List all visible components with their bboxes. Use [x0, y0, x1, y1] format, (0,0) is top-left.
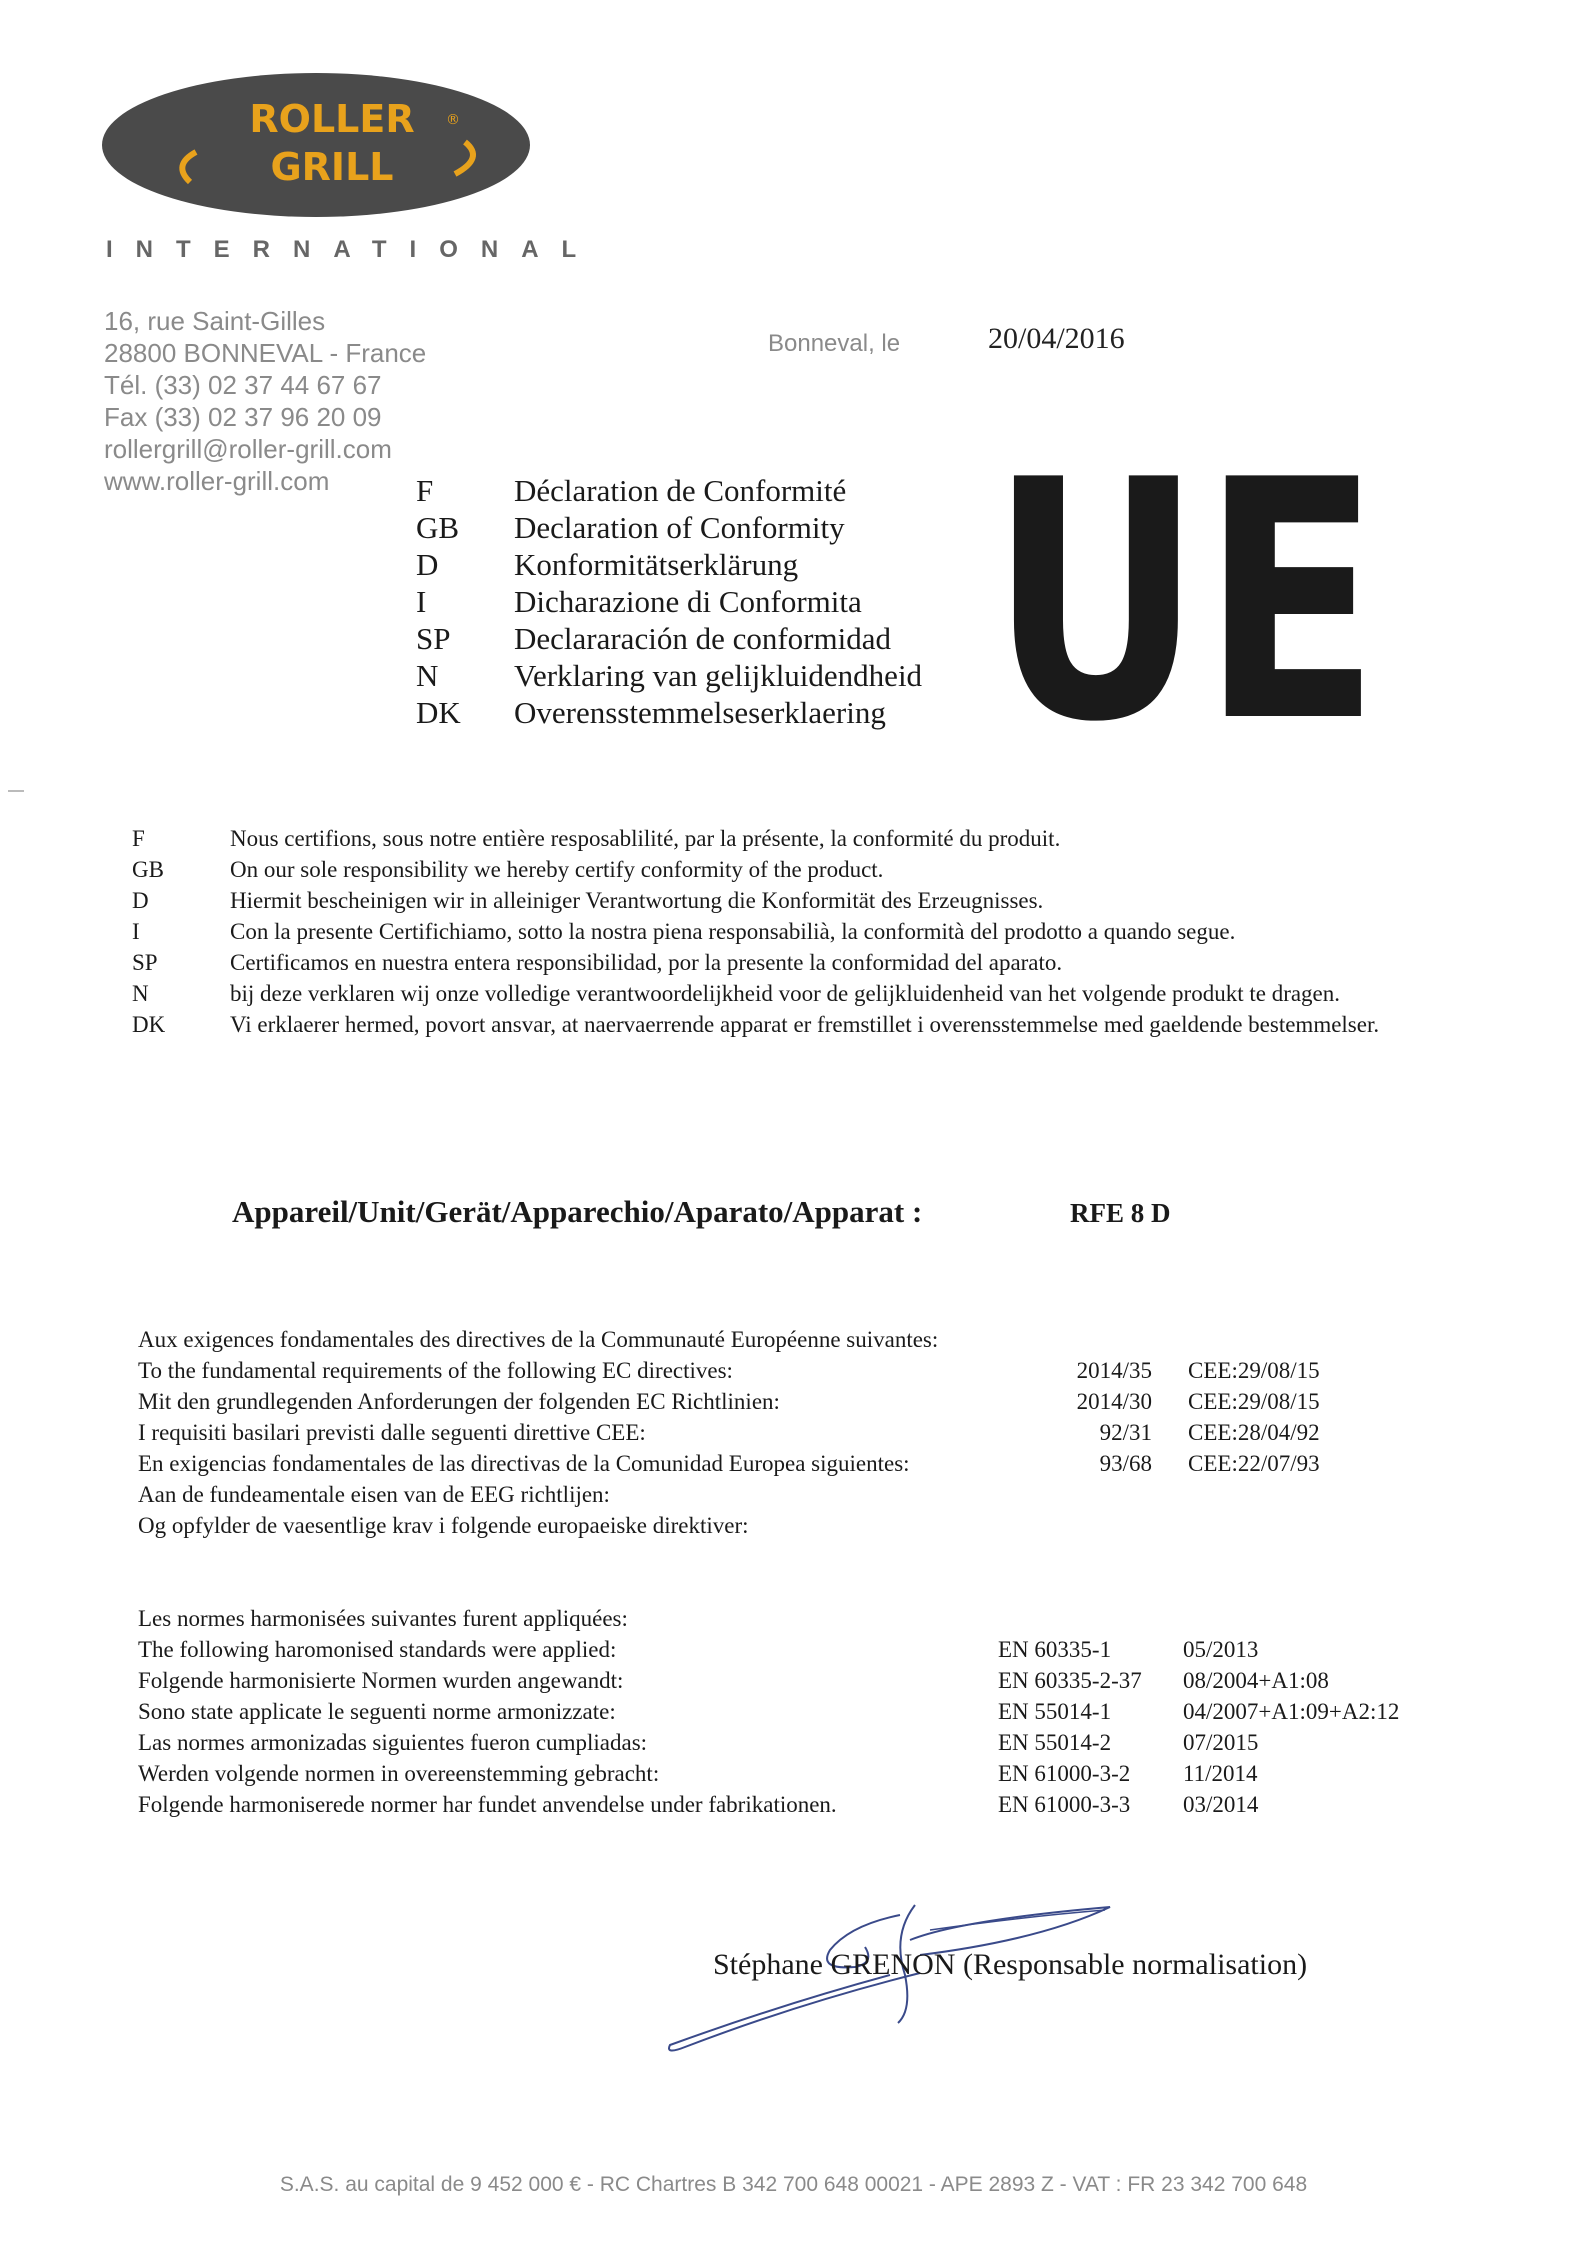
language-code: SP: [416, 621, 451, 656]
standard-text: Folgende harmoniserede normer har fundet anvendelse under fabrikationen.: [138, 1792, 837, 1817]
certification-statements: [132, 823, 1452, 1040]
directive-number: 92/31: [1099, 1420, 1152, 1445]
language-code: D: [416, 547, 439, 582]
logo-brand-top: ROLLER: [249, 97, 415, 141]
certification-text: Con la presente Certifichiamo, sotto la nostra piena responsabilià, la conformità del prodotto a quando segue.: [230, 919, 1236, 944]
certification-text: bij deze verklaren wij onze volledige verantwoordelijkheid voor de gelijkluidenheid van het volgende produkt te dragen.: [230, 981, 1341, 1006]
title-row: [416, 509, 922, 546]
standard-text: Folgende harmonisierte Normen wurden angewandt:: [138, 1668, 624, 1693]
standard-code: EN 55014-1: [998, 1699, 1112, 1724]
standard-text: The following haromonised standards were applied:: [138, 1637, 617, 1662]
title-row: [416, 694, 922, 731]
standard-code: EN 60335-1: [998, 1637, 1112, 1662]
ue-mark: [985, 410, 1385, 794]
standard-date: 08/2004+A1:08: [1183, 1668, 1329, 1693]
directive-date: CEE:29/08/15: [1188, 1358, 1320, 1383]
title-row: [416, 583, 922, 620]
standard-row: [138, 1727, 1259, 1758]
language-code: GB: [416, 510, 460, 545]
standard-text: Sono state applicate le seguenti norme armonizzate:: [138, 1699, 616, 1724]
certification-text: Certificamos en nuestra entera responsibilidad, por la presente la conformidad del aparato.: [230, 950, 1063, 975]
certification-text: Nous certifions, sous notre entière resposablilité, par la présente, la conformité du produit.: [230, 826, 1061, 851]
title-text: Overensstemmelseserklaering: [514, 695, 886, 730]
standard-code: EN 55014-2: [998, 1730, 1112, 1755]
certification-text: On our sole responsibility we hereby certify conformity of the product.: [230, 857, 884, 882]
standard-text: Werden volgende normen in overeenstemming gebracht:: [138, 1761, 660, 1786]
standard-date: 05/2013: [1183, 1637, 1259, 1662]
standard-date: 11/2014: [1183, 1761, 1258, 1786]
document-date: 20/04/2016: [988, 322, 1125, 355]
directive-row: [138, 1510, 938, 1541]
directive-text: Mit den grundlegenden Anforderungen der folgenden EC Richtlinien:: [138, 1389, 780, 1414]
certification-row: [132, 1009, 1452, 1040]
directive-text: Aux exigences fondamentales des directives de la Communauté Européenne suivantes:: [138, 1327, 939, 1352]
title-row: [416, 657, 922, 694]
standard-row: [138, 1665, 1329, 1696]
address-fax: Fax (33) 02 37 96 20 09: [104, 402, 382, 432]
directive-text: En exigencias fondamentales de las directivas de la Comunidad Europea siguientes:: [138, 1451, 910, 1476]
directive-date: CEE:29/08/15: [1188, 1389, 1320, 1414]
address-city: 28800 BONNEVAL - France: [104, 338, 427, 368]
language-code: GB: [132, 857, 164, 882]
directive-date: CEE:22/07/93: [1188, 1451, 1320, 1476]
standard-row: [138, 1789, 1259, 1820]
standard-date: 07/2015: [1183, 1730, 1259, 1755]
standards-section: [138, 1603, 1400, 1820]
title-row: [416, 472, 922, 509]
ue-mark-text: UE: [990, 410, 1380, 794]
logo-tagline: INTERNATIONAL: [106, 236, 600, 263]
certification-row: [132, 947, 1452, 978]
title-text: Verklaring van gelijkluidendheid: [514, 658, 923, 693]
directive-row: [138, 1417, 1320, 1448]
language-code: N: [416, 658, 439, 693]
standard-date: 04/2007+A1:09+A2:12: [1183, 1699, 1400, 1724]
certification-row: [132, 885, 1452, 916]
certification-row: [132, 916, 1452, 947]
standard-code: EN 60335-2-37: [998, 1668, 1142, 1693]
directive-text: I requisiti basilari previsti dalle seguenti direttive CEE:: [138, 1420, 646, 1445]
certification-row: [132, 823, 1452, 854]
directive-number: 2014/30: [1076, 1389, 1152, 1414]
directive-row: [138, 1448, 1320, 1479]
title-row: [416, 546, 922, 583]
language-code: D: [132, 888, 149, 913]
company-logo: [100, 70, 532, 220]
standard-date: 03/2014: [1183, 1792, 1259, 1817]
language-code: F: [416, 473, 434, 508]
title-text: Déclaration de Conformité: [514, 473, 847, 508]
directive-row: [138, 1386, 1320, 1417]
language-code: DK: [132, 1012, 166, 1037]
address-street: 16, rue Saint-Gilles: [104, 306, 326, 336]
certification-text: Hiermit bescheinigen wir in alleiniger Verantwortung die Konformität des Erzeugnisses.: [230, 888, 1044, 913]
directive-text: Og opfylder de vaesentlige krav i folgende europaeiske direktiver:: [138, 1513, 749, 1538]
place-label: Bonneval, le: [768, 330, 901, 357]
logo-registered-mark: ®: [446, 112, 460, 128]
language-code: DK: [416, 695, 461, 730]
certification-row: [132, 854, 1452, 885]
directive-row: [138, 1355, 1320, 1386]
title-text: Declararación de conformidad: [514, 621, 891, 656]
directive-row: [138, 1479, 938, 1510]
standard-row: [138, 1603, 837, 1634]
margin-mark: [8, 790, 24, 792]
language-code: I: [132, 919, 140, 944]
address-email: rollergrill@roller-grill.com: [104, 434, 392, 464]
language-code: SP: [132, 950, 158, 975]
directive-text: To the fundamental requirements of the following EC directives:: [138, 1358, 733, 1383]
standard-row: [138, 1634, 1259, 1665]
declaration-titles: [416, 472, 922, 731]
standard-text: Les normes harmonisées suivantes furent appliquées:: [138, 1606, 628, 1631]
standard-text: Las normes armonizadas siguientes fueron cumpliadas:: [138, 1730, 648, 1755]
company-legal-footer: S.A.S. au capital de 9 452 000 € - RC Chartres B 342 700 648 00021 - APE 2893 Z - VAT : FR 23 342 700 648: [279, 2173, 1308, 2196]
title-text: Konformitätserklärung: [514, 547, 799, 582]
title-text: Dicharazione di Conformita: [514, 584, 862, 619]
language-code: F: [132, 826, 145, 851]
address-web: www.roller-grill.com: [104, 466, 330, 496]
signer-name: Stéphane GRENON (Responsable normalisation): [713, 1948, 1308, 1981]
directive-date: CEE:28/04/92: [1188, 1420, 1320, 1445]
standard-code: EN 61000-3-2: [998, 1761, 1131, 1786]
address-tel: Tél. (33) 02 37 44 67 67: [104, 370, 382, 400]
directive-number: 2014/35: [1076, 1358, 1152, 1383]
standard-code: EN 61000-3-3: [998, 1792, 1131, 1817]
standard-row: [138, 1696, 1400, 1727]
standard-row: [138, 1758, 1258, 1789]
logo-brand-bottom: GRILL: [270, 145, 394, 189]
company-address: [104, 305, 426, 497]
directive-number: 93/68: [1099, 1451, 1152, 1476]
directive-text: Aan de fundeamentale eisen van de EEG richtlijen:: [138, 1482, 610, 1507]
title-row: [416, 620, 922, 657]
language-code: I: [416, 584, 427, 619]
certification-row: [132, 978, 1452, 1009]
certification-text: Vi erklaerer hermed, povort ansvar, at naervaerrende apparat er fremstillet i overensstemmelse med gaeldende bestemmelser.: [230, 1012, 1380, 1037]
language-code: N: [132, 981, 149, 1006]
title-text: Declaration of Conformity: [514, 510, 845, 545]
directives-section: [138, 1324, 1320, 1541]
directive-row: [138, 1324, 938, 1355]
unit-model: RFE 8 D: [1070, 1198, 1171, 1228]
unit-label: Appareil/Unit/Gerät/Apparechio/Aparato/Apparat :: [232, 1194, 923, 1229]
